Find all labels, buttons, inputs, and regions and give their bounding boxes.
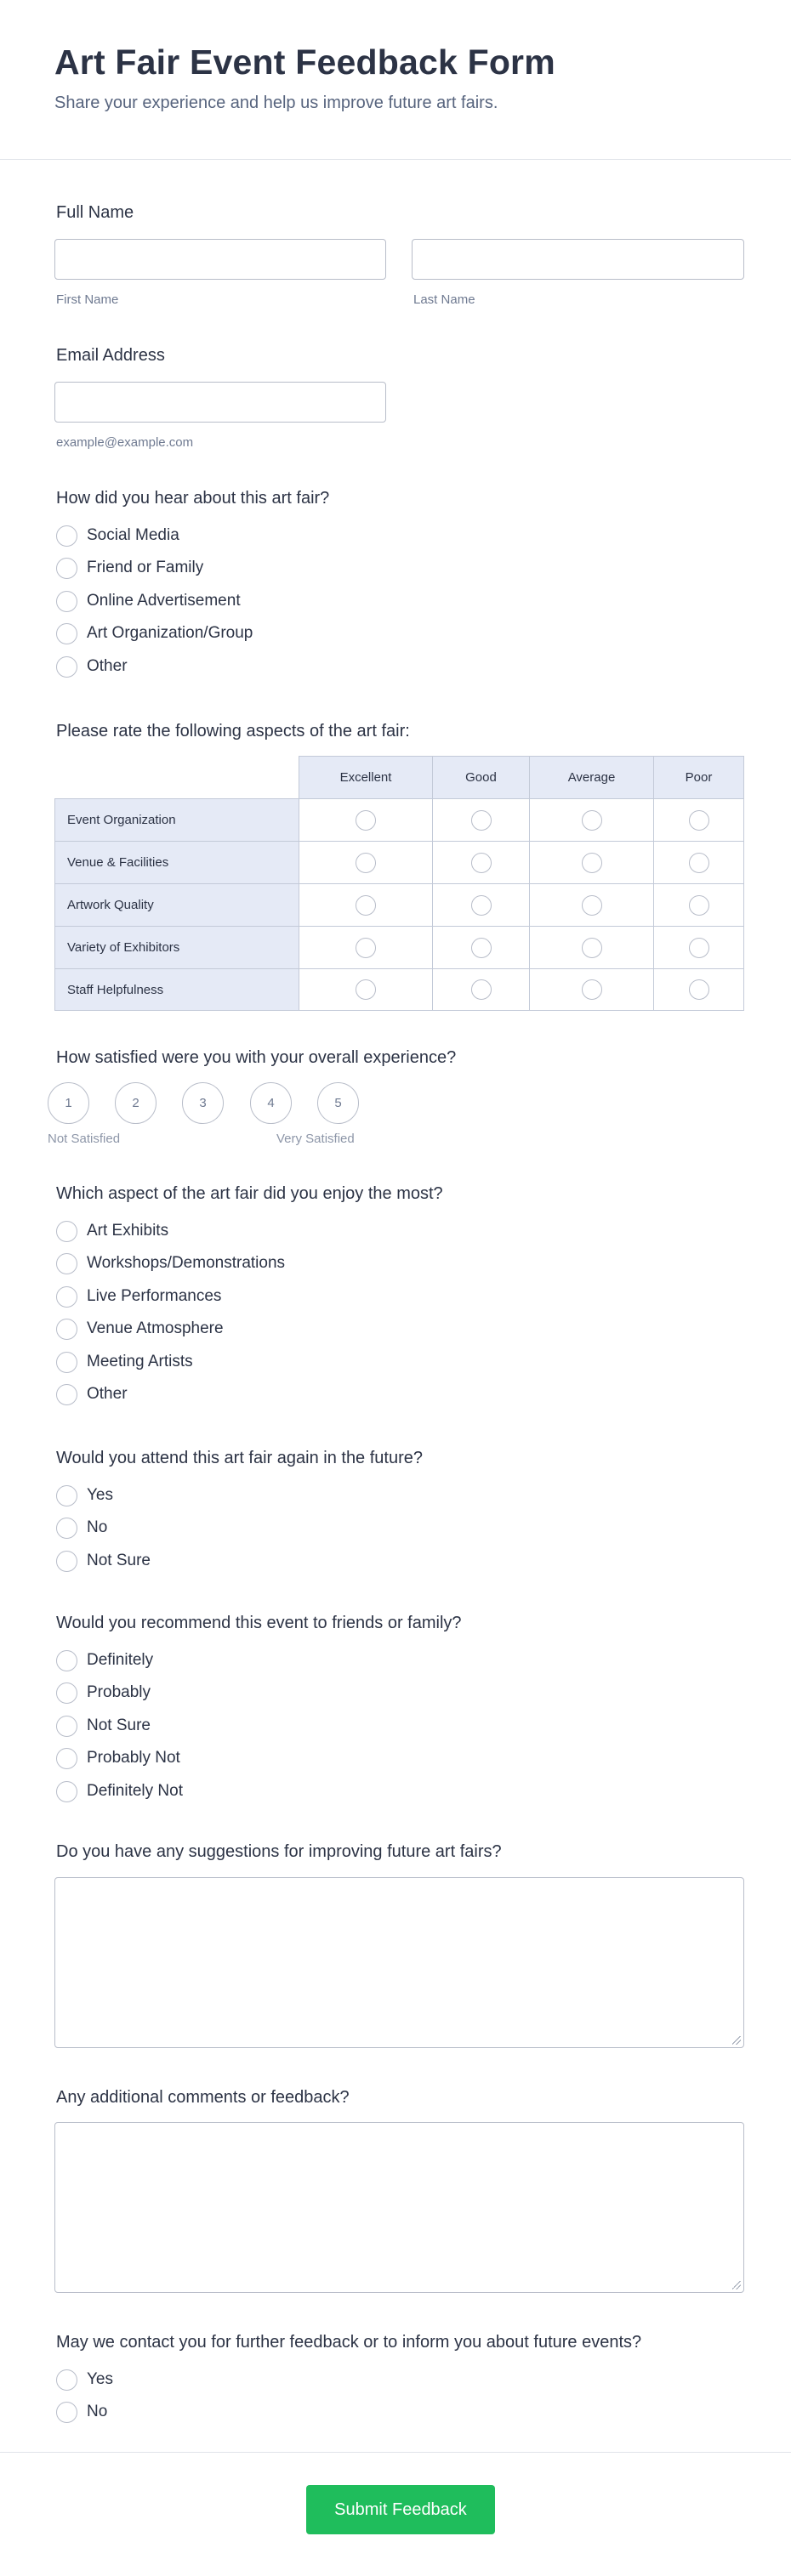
suggestions-textarea[interactable] [54,1877,744,2048]
radio-button[interactable] [56,1253,77,1274]
radio-button[interactable] [56,1286,77,1308]
enjoyed-most-option[interactable] [56,1251,285,1275]
radio-button[interactable] [689,979,709,1000]
enjoyed-most-option[interactable] [56,1219,168,1243]
radio-button[interactable] [471,979,492,1000]
radio-button[interactable] [56,2402,77,2423]
option-label: Not Sure [87,1716,151,1734]
hear-about-section [56,488,745,684]
option-label: Other [87,657,128,675]
email-input[interactable] [54,382,386,423]
radio-button[interactable] [56,623,77,644]
satisfaction-label: How satisfied were you with your overall experience? [56,1048,457,1067]
radio-button[interactable] [471,853,492,873]
radio-button[interactable] [582,810,602,831]
enjoyed-most-option[interactable] [56,1350,193,1374]
radio-button[interactable] [471,810,492,831]
attend-again-option[interactable] [56,1549,151,1573]
matrix-cell[interactable] [299,883,433,927]
recommend-option[interactable] [56,1714,151,1738]
scale-option-2[interactable]: 2 [115,1082,156,1124]
radio-button[interactable] [56,1551,77,1572]
radio-button[interactable] [471,938,492,958]
suggestions-section [56,1841,745,1867]
enjoyed-most-section [56,1183,745,1413]
radio-button[interactable] [356,810,376,831]
last-name-input[interactable] [412,239,744,280]
option-label: Art Organization/Group [87,624,253,642]
matrix-cell[interactable] [432,968,530,1011]
rating-matrix-section [56,721,745,1010]
radio-button[interactable] [56,591,77,612]
matrix-row-label: Artwork Quality [54,883,299,927]
comments-textarea[interactable] [54,2122,744,2293]
recommend-option[interactable] [56,1746,180,1770]
option-label: Definitely Not [87,1782,183,1800]
contact-option[interactable] [56,2368,113,2392]
option-label: Workshops/Demonstrations [87,1254,286,1272]
form-header [0,0,791,160]
scale-min-caption: Not Satisfied [48,1132,121,1146]
full-name-section [56,202,745,313]
hear-about-option[interactable] [56,621,253,645]
rating-matrix-table [54,756,745,1011]
option-label: Not Sure [87,1552,151,1569]
radio-button[interactable] [689,853,709,873]
scale-max-caption: Very Satisfied [276,1132,355,1146]
resize-grip-icon[interactable] [732,2036,741,2045]
option-label: Art Exhibits [87,1222,169,1240]
option-label: Meeting Artists [87,1353,193,1370]
matrix-cell[interactable] [529,926,654,969]
radio-button[interactable] [56,1518,77,1539]
matrix-cell[interactable] [432,883,530,927]
satisfaction-section [48,1047,745,1149]
radio-button[interactable] [56,558,77,579]
comments-label: Any additional comments or feedback? [56,2088,350,2107]
option-label: Live Performances [87,1287,222,1305]
option-label: Probably Not [87,1749,180,1767]
radio-button[interactable] [582,895,602,916]
radio-button[interactable] [56,1352,77,1373]
matrix-cell[interactable] [653,841,744,884]
full-name-label: Full Name [56,203,134,222]
hear-about-option[interactable] [56,556,203,580]
radio-button[interactable] [582,979,602,1000]
matrix-row-label: Event Organization [54,798,299,842]
form-footer [0,2452,791,2576]
matrix-cell[interactable] [529,968,654,1011]
attend-again-label: Would you attend this art fair again in the future? [56,1449,424,1467]
option-label: Friend or Family [87,559,204,576]
matrix-cell[interactable] [432,841,530,884]
matrix-cell[interactable] [299,798,433,842]
radio-button[interactable] [689,810,709,831]
first-name-sublabel: First Name [56,292,119,307]
submit-button[interactable]: Submit Feedback [306,2485,495,2534]
enjoyed-most-label: Which aspect of the art fair did you enjoy the most? [56,1184,443,1203]
email-sublabel: example@example.com [56,435,194,450]
radio-button[interactable] [689,895,709,916]
matrix-column-header: Poor [653,756,744,799]
radio-button[interactable] [56,1748,77,1769]
matrix-cell[interactable] [299,926,433,969]
matrix-cell[interactable] [299,841,433,884]
matrix-column-header: Excellent [299,756,433,799]
matrix-row-label: Variety of Exhibitors [54,926,299,969]
matrix-cell[interactable] [299,968,433,1011]
resize-grip-icon[interactable] [732,2281,741,2289]
contact-option[interactable] [56,2400,107,2424]
option-label: Online Advertisement [87,592,241,610]
recommend-option[interactable] [56,1648,153,1672]
recommend-label: Would you recommend this event to friends or family? [56,1614,462,1632]
matrix-cell[interactable] [432,926,530,969]
option-label: No [87,1518,108,1536]
recommend-option[interactable] [56,1779,183,1803]
radio-button[interactable] [56,1384,77,1405]
last-name-sublabel: Last Name [413,292,475,307]
recommend-option[interactable] [56,1681,151,1705]
radio-button[interactable] [56,1221,77,1242]
comments-section [56,2087,745,2113]
matrix-cell[interactable] [529,883,654,927]
radio-button[interactable] [689,938,709,958]
radio-button[interactable] [471,895,492,916]
enjoyed-most-option[interactable] [56,1382,128,1406]
matrix-cell[interactable] [432,798,530,842]
radio-button[interactable] [56,656,77,678]
enjoyed-most-option[interactable] [56,1317,224,1341]
radio-button[interactable] [56,525,77,547]
scale-option-4[interactable]: 4 [250,1082,292,1124]
attend-again-option[interactable] [56,1484,113,1507]
scale-option-1[interactable]: 1 [48,1082,89,1124]
hear-about-option[interactable] [56,589,241,613]
attend-again-section [56,1448,745,1575]
hear-about-option[interactable] [56,524,179,548]
matrix-cell[interactable] [653,968,744,1011]
contact-section [56,2332,745,2434]
radio-button[interactable] [56,1682,77,1704]
scale-option-3[interactable]: 3 [182,1082,224,1124]
first-name-input[interactable] [54,239,386,280]
matrix-column-header: Average [529,756,654,799]
radio-button[interactable] [356,853,376,873]
hear-about-label: How did you hear about this art fair? [56,489,330,508]
option-label: Yes [87,2370,113,2388]
option-label: Social Media [87,526,179,544]
matrix-row-label: Staff Helpfulness [54,968,299,1011]
radio-button[interactable] [356,979,376,1000]
matrix-cell[interactable] [653,883,744,927]
radio-button[interactable] [582,853,602,873]
hear-about-option[interactable] [56,655,128,678]
radio-button[interactable] [56,1319,77,1340]
radio-button[interactable] [56,1716,77,1737]
matrix-cell[interactable] [529,798,654,842]
recommend-section [56,1613,745,1808]
suggestions-label: Do you have any suggestions for improving future art fairs? [56,1842,502,1861]
matrix-column-header: Good [432,756,530,799]
attend-again-option[interactable] [56,1516,107,1540]
scale-option-5[interactable]: 5 [317,1082,359,1124]
form-title: Art Fair Event Feedback Form [54,43,555,82]
radio-button[interactable] [356,895,376,916]
radio-button[interactable] [56,1781,77,1802]
email-label: Email Address [56,346,165,365]
matrix-cell[interactable] [529,841,654,884]
enjoyed-most-option[interactable] [56,1285,221,1308]
option-label: Yes [87,1486,113,1504]
option-label: Other [87,1385,128,1403]
rating-matrix-label: Please rate the following aspects of the art fair: [56,722,410,740]
matrix-cell[interactable] [653,926,744,969]
radio-button[interactable] [56,1650,77,1671]
radio-button[interactable] [56,1485,77,1506]
option-label: Venue Atmosphere [87,1319,224,1337]
option-label: No [87,2403,108,2420]
radio-button[interactable] [582,938,602,958]
radio-button[interactable] [56,2369,77,2391]
option-label: Definitely [87,1651,154,1669]
email-section [56,345,745,456]
matrix-cell[interactable] [653,798,744,842]
matrix-row-label: Venue & Facilities [54,841,299,884]
option-label: Probably [87,1683,151,1701]
contact-label: May we contact you for further feedback or to inform you about future events? [56,2333,642,2352]
form-subtitle: Share your experience and help us improve future art fairs. [54,94,498,112]
radio-button[interactable] [356,938,376,958]
